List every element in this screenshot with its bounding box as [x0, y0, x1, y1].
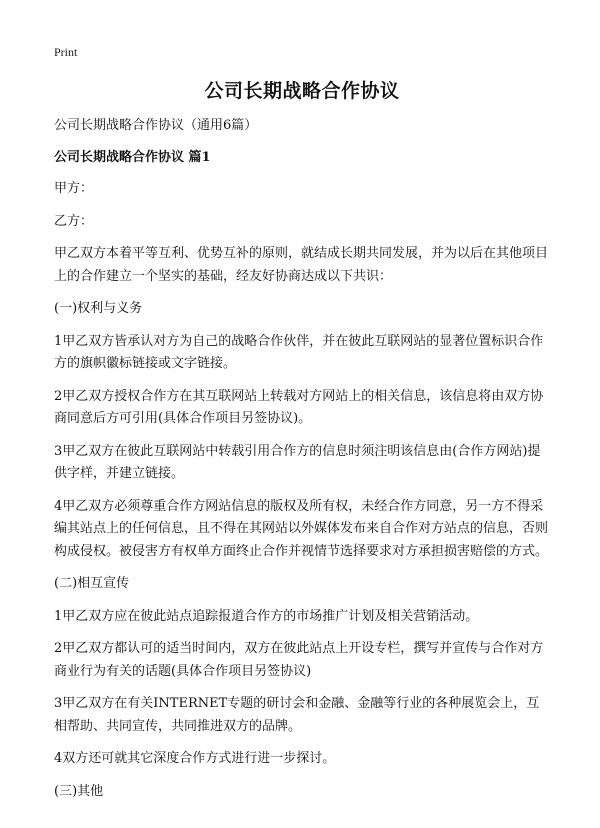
- clause-paragraph: 3甲乙双方在有关INTERNET专题的研讨会和金融、金融等行业的各种展览会上，互相帮助、共同宣传，共同推进双方的品牌。: [54, 696, 540, 734]
- document-title: 公司长期战略合作协议: [204, 80, 400, 102]
- party-b-line: 乙方：: [54, 213, 94, 229]
- clause-paragraph: 4甲乙双方必须尊重合作方网站信息的版权及所有权，未经合作方同意，另一方不得采编其站点上的任何信息，且不得在其网站以外媒体发布来自合作对方站点的信息，否则构成侵权。被侵害方有权单方面终止合作并视情节选择要求对方承担损害赔偿的方式。: [54, 498, 549, 559]
- clause-heading-rights: (一)权利与义务: [54, 301, 143, 316]
- clause-paragraph: 2甲乙双方都认可的适当时间内，双方在彼此站点上开设专栏，撰写并宣传与合作对方商业行为有关的话题(具体合作项目另签协议): [54, 641, 544, 679]
- clause-heading-other: (三)其他: [54, 783, 104, 799]
- document-subtitle: 公司长期战略合作协议（通用6篇）: [54, 118, 258, 133]
- clause-paragraph: 3甲乙双方在彼此互联网站中转载引用合作方的信息时须注明该信息由(合作方网站)提供字样，并建立链接。: [54, 443, 541, 481]
- clause-paragraph: 2甲乙双方授权合作方在其互联网站上转载对方网站上的相关信息，该信息将由双方协商同意后方可引用(具体合作项目另签协议)。: [54, 388, 544, 426]
- clause-paragraph: 4双方还可就其它深度合作方式进行进一步探讨。: [54, 751, 336, 766]
- clause-paragraph: 1甲乙双方皆承认对方为自己的战略合作伙伴，并在彼此互联网站的显著位置标识合作方的旗帜徽标链接或文字链接。: [54, 333, 544, 371]
- section-heading: 公司长期战略合作协议 篇1: [54, 150, 211, 165]
- print-link[interactable]: Print: [54, 45, 78, 59]
- clause-paragraph: 1甲乙双方应在彼此站点追踪报道合作方的市场推广计划及相关营销活动。: [54, 608, 479, 624]
- intro-paragraph: 甲乙双方本着平等互利、优势互补的原则，就结成长期共同发展，并为以后在其他项目上的合作建立一个坚实的基础，经友好协商达成以下共识：: [54, 246, 549, 284]
- party-a-line: 甲方：: [54, 181, 94, 196]
- clause-heading-promotion: (二)相互宣传: [54, 576, 130, 591]
